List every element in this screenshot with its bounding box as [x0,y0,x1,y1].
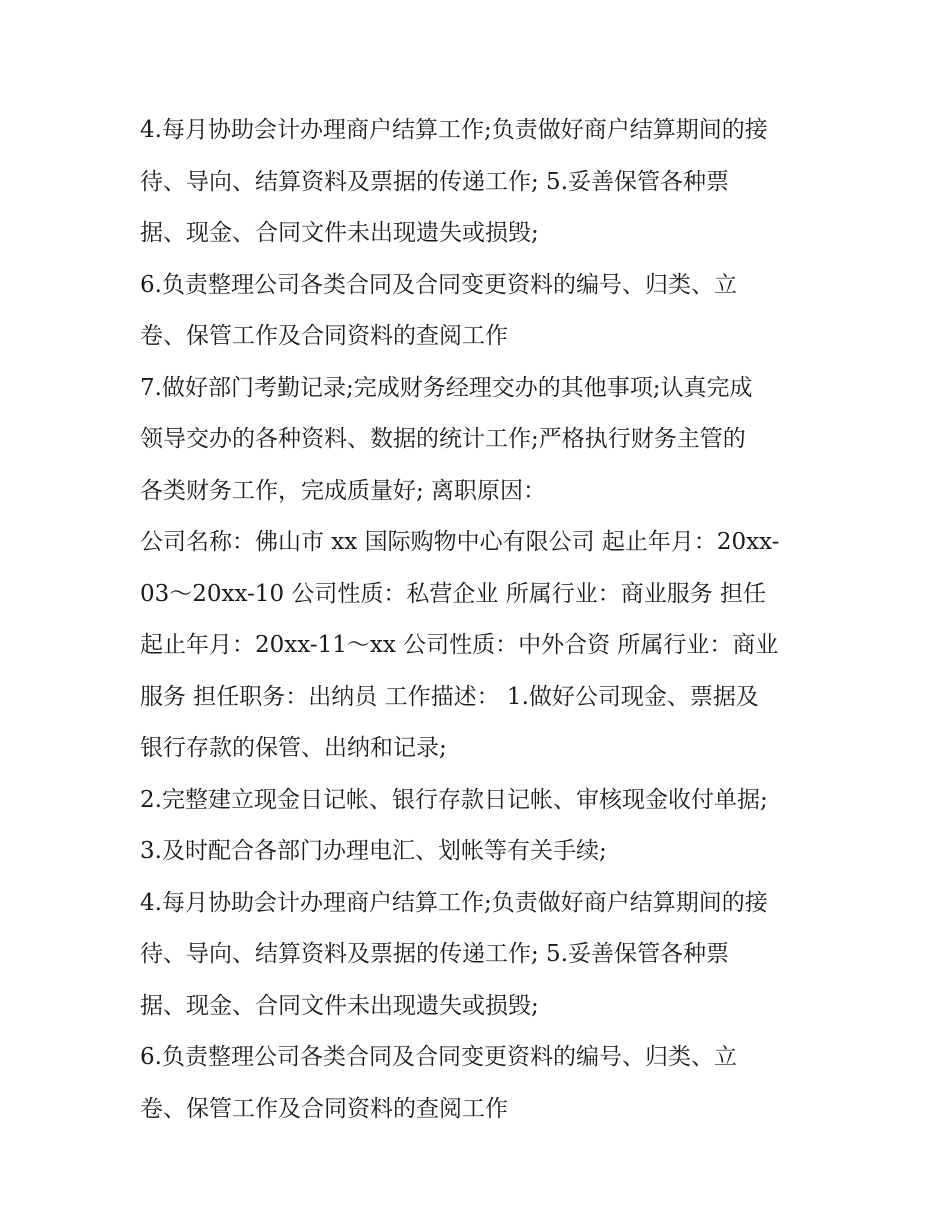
text-line: 银行存款的保管、出纳和记录; [140,735,447,761]
text-line: 起止年月：20xx-11～xx 公司性质：中外合资 所属行业：商业 [140,632,779,658]
text-line: 4.每月协助会计办理商户结算工作;负责做好商户结算期间的接 [140,889,768,916]
text-line: 据、现金、合同文件未出现遗失或损毁; [140,220,539,246]
text-line: 服务 担任职务：出纳员 工作描述： 1.做好公司现金、票据及 [140,683,759,710]
text-line: 6.负责整理公司各类合同及合同变更资料的编号、归类、立 [140,271,737,298]
text-line: 据、现金、合同文件未出现遗失或损毁; [140,992,539,1019]
text-line: 7.做好部门考勤记录;完成财务经理交办的其他事项;认真完成 [140,374,753,401]
text-line: 6.负责整理公司各类合同及合同变更资料的编号、归类、立 [140,1044,737,1070]
text-line: 公司名称：佛山市 xx 国际购物中心有限公司 起止年月：20xx- [140,529,780,555]
text-line: 各类财务工作，完成质量好; 离职原因： [140,477,547,504]
text-line: 2.完整建立现金日记帐、银行存款日记帐、审核现金收付单据; [140,786,768,813]
text-line: 待、导向、结算资料及票据的传递工作; 5.妥善保管各种票 [140,168,730,195]
text-line: 领导交办的各种资料、数据的统计工作;严格执行财务主管的 [140,426,746,452]
text-line: 待、导向、结算资料及票据的传递工作; 5.妥善保管各种票 [140,941,730,967]
text-line: 4.每月协助会计办理商户结算工作;负责做好商户结算期间的接 [140,117,768,143]
text-line: 3.及时配合各部门办理电汇、划帐等有关手续; [140,838,607,864]
text-line: 03～20xx-10 公司性质：私营企业 所属行业：商业服务 担任 [140,580,767,607]
text-line: 卷、保管工作及合同资料的查阅工作 [140,1095,508,1122]
text-line: 卷、保管工作及合同资料的查阅工作 [140,323,508,349]
document-body [140,105,820,1135]
